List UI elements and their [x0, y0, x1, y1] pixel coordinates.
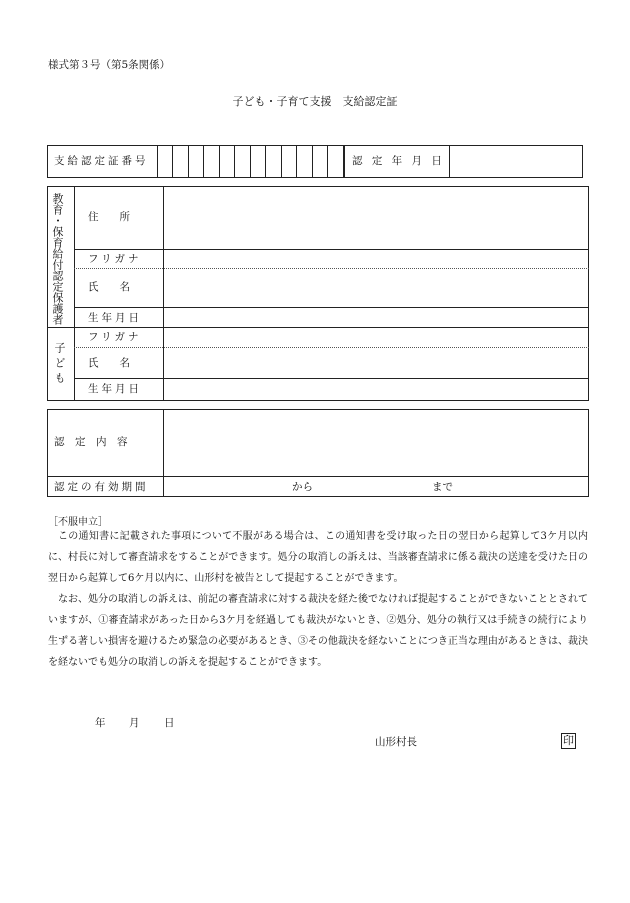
guardian-furigana-label: フリガナ	[88, 253, 142, 265]
guardian-birthdate-label: 生年月日	[88, 312, 142, 324]
issuer-name: 山形村長	[375, 736, 417, 748]
footer-year: 年	[95, 717, 106, 729]
child-name-field[interactable]	[165, 349, 587, 377]
guardian-address-field[interactable]	[165, 188, 587, 248]
objection-paragraph-2: なお、処分の取消しの訴えは、前記の審査請求に対する裁決を経た後でなければ提起することができないこととされていますが、①審査請求があった日から3ケ月を経過しても裁決がないとき、②処分、処分の執行又は手続きの続行により生ずる著しい損害を避けるため緊急の必要があるとき、③その他裁決を経ないことにつき正当な理由があるときは、裁決を経ないでも処分の取消しの訴えを提起することができます。	[48, 594, 588, 668]
validity-from-text: から	[292, 481, 313, 493]
objection-paragraph-1: この通知書に記載された事項について不服がある場合は、この通知書を受け取った日の翌日から起算して3ケ月以内に、村長に対して審査請求をすることができます。処分の取消しの訴えは、当該審査請求に係る裁決の送達を受けた日の翌日から起算して6ケ月以内に、山形村を被告として提起することができます。	[48, 531, 588, 584]
guardian-name-label: 氏 名	[88, 281, 130, 293]
footer-day: 日	[164, 717, 175, 729]
guardian-group-label: 教育・保育給付認定保護者	[51, 193, 64, 325]
validity-until-text: まで	[432, 481, 453, 493]
certification-content-label: 認 定 内 容	[54, 436, 128, 448]
child-furigana-label: フリガナ	[88, 331, 142, 343]
guardian-furigana-field[interactable]	[165, 250, 587, 267]
seal-mark: 印	[563, 734, 574, 747]
footer-month: 月	[129, 717, 140, 729]
certification-content-field[interactable]	[165, 411, 587, 475]
certificate-number-field[interactable]	[159, 147, 341, 176]
certificate-number-label: 支給認定証番号	[54, 155, 149, 167]
validity-period-label: 認定の有効期間	[54, 481, 149, 493]
form-number: 様式第３号（第5条関係）	[48, 59, 171, 71]
certification-date-label: 認 定 年 月 日	[352, 155, 445, 167]
child-group-label: 子ども	[53, 342, 66, 387]
child-birthdate-label: 生年月日	[88, 383, 142, 395]
guardian-name-field[interactable]	[165, 270, 587, 306]
child-name-label: 氏 名	[88, 357, 130, 369]
guardian-birthdate-field[interactable]	[165, 308, 587, 326]
objection-heading: ［不服申立］	[48, 517, 108, 528]
objection-body	[48, 526, 588, 673]
certification-date-field[interactable]	[451, 147, 581, 176]
page-title: 子ども・子育て支援 支給認定証	[232, 95, 398, 108]
child-birthdate-field[interactable]	[165, 379, 587, 399]
child-furigana-field[interactable]	[165, 328, 587, 346]
guardian-address-label: 住 所	[88, 211, 130, 223]
